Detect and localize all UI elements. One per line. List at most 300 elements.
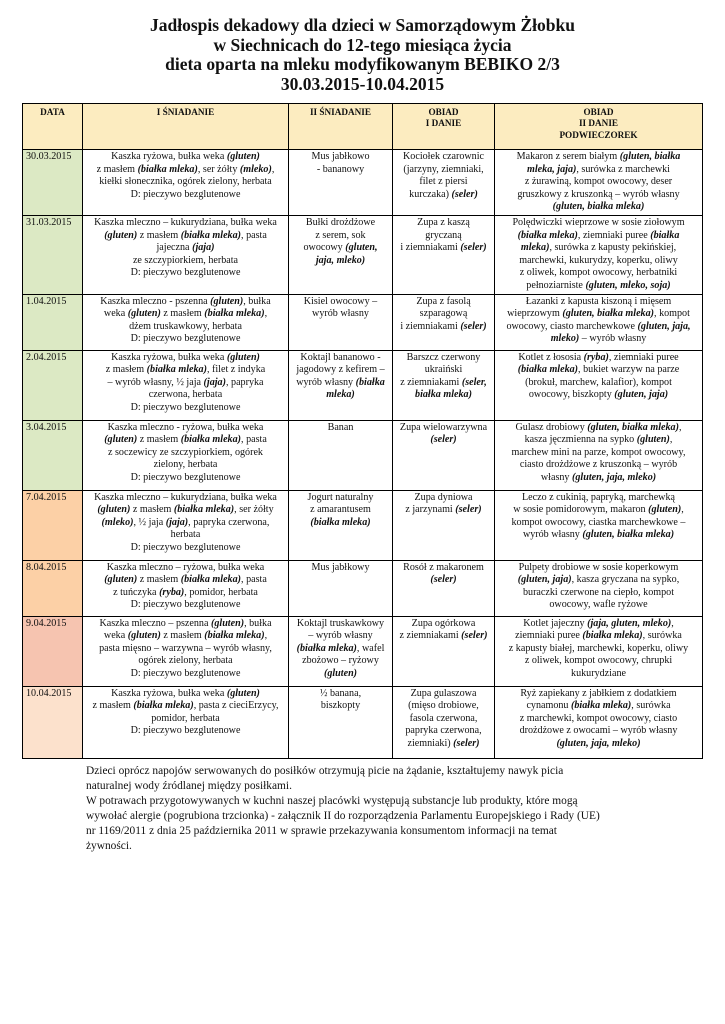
menu-line	[85, 618, 286, 631]
lunch-2-cell	[495, 350, 703, 420]
menu-text: z masłem	[137, 229, 181, 241]
allergen-tag: (gluten)	[226, 687, 260, 699]
table-row	[23, 350, 703, 420]
menu-text: marchewki, kukurydzy, koperku, oliwy	[519, 254, 678, 266]
menu-line	[497, 529, 700, 542]
allergen-tag: (gluten)	[210, 617, 245, 629]
allergen-tag: (gluten, jaja,	[637, 320, 691, 332]
lunch-2-cell	[495, 215, 703, 294]
menu-line	[497, 472, 700, 485]
allergen-tag: (mleko)	[239, 163, 272, 175]
allergen-tag: (białka mleka)	[180, 229, 242, 241]
lunch-2-cell	[495, 420, 703, 490]
allergen-tag: (seler)	[460, 320, 487, 332]
menu-text: Rosół z makaronem	[403, 561, 484, 573]
menu-line	[291, 352, 390, 365]
menu-line	[395, 389, 492, 402]
breakfast-1-cell	[83, 150, 289, 216]
menu-line	[497, 459, 700, 472]
allergen-tag: (białka mleka)	[180, 434, 242, 446]
menu-text: z ziemniakami	[399, 630, 462, 642]
menu-text: i ziemniakami	[400, 320, 461, 332]
menu-line	[85, 267, 286, 280]
menu-text: Kaszka ryżowa, bułka weka	[111, 351, 227, 363]
menu-text: w sosie pomidorowym, makaron	[513, 504, 649, 516]
menu-text: Kociołek czarownic	[403, 151, 484, 162]
allergen-tag: jaja, mleko)	[315, 254, 366, 266]
menu-text: Kaszka mleczno – ryżowa, bułka weka	[106, 561, 265, 573]
menu-line	[395, 230, 492, 243]
menu-text: jajeczna	[156, 242, 193, 254]
menu-line	[497, 389, 700, 402]
menu-line	[291, 230, 390, 243]
menu-text: pasta mięsno – warzywna – wyrób własny,	[99, 642, 272, 654]
menu-line	[291, 296, 390, 309]
allergen-tag: (gluten,	[345, 242, 378, 254]
menu-text: Koktajl truskawkowy	[296, 617, 385, 629]
menu-line	[291, 618, 390, 631]
menu-text: z żurawiną, kompot owocowy, deser	[524, 176, 673, 188]
menu-text: , ser żółty	[197, 163, 240, 175]
allergen-tag: (gluten)	[104, 434, 138, 446]
menu-text: z ziemniakami	[400, 376, 462, 388]
menu-text: Kaszka mleczno – pszenna	[99, 617, 211, 629]
menu-text: Zupa z kaszą	[417, 216, 470, 228]
allergen-tag: (gluten)	[226, 351, 260, 363]
header-date: DATA	[23, 104, 83, 150]
page-title	[20, 16, 705, 94]
menu-text: owocowy, biszkopty	[528, 389, 615, 401]
menu-line	[497, 422, 700, 435]
menu-line	[291, 668, 390, 681]
menu-line	[497, 296, 700, 309]
menu-text: ,	[671, 617, 674, 629]
menu-line	[497, 434, 700, 447]
menu-text: D: pieczywo bezglutenowe	[130, 471, 241, 483]
title-line: Jadłospis dekadowy dla dzieci w Samorządowym Żłobku	[150, 15, 575, 35]
allergen-tag: (gluten, białka	[619, 151, 681, 162]
table-row	[23, 150, 703, 216]
lunch-2-cell	[495, 560, 703, 616]
menu-line	[291, 504, 390, 517]
menu-line	[395, 574, 492, 587]
allergen-tag: (białka mleka)	[204, 630, 265, 642]
menu-text: (brokuł, marchew, kalafior), kompot	[525, 376, 672, 388]
menu-text: pomidor, herbata	[151, 712, 220, 724]
allergen-tag: (białka mleka)	[310, 516, 371, 528]
allergen-tag: mleka)	[520, 242, 550, 254]
menu-line	[85, 176, 286, 189]
menu-line	[497, 352, 700, 365]
menu-text: , pasta	[241, 434, 267, 446]
menu-line	[497, 242, 700, 255]
menu-text: (jarzyny, ziemniaki,	[403, 163, 484, 175]
menu-line	[497, 189, 700, 202]
menu-line	[497, 308, 700, 321]
date-cell: 10.04.2015	[23, 686, 83, 758]
menu-line	[497, 700, 700, 713]
menu-line	[497, 655, 700, 668]
menu-line	[85, 333, 286, 346]
menu-text: ,	[264, 630, 268, 642]
menu-text: kukurydziane	[571, 667, 626, 679]
allergen-tag: (gluten, jaja, mleko)	[556, 737, 641, 749]
menu-text: z marchewki, kompot owocowy, ciasto	[519, 712, 678, 724]
allergen-tag: (białka mleka)	[180, 574, 242, 586]
menu-text: D: pieczywo bezglutenowe	[130, 725, 241, 737]
menu-text: , papryka czerwona,	[188, 516, 270, 528]
allergen-tag: (jaja, gluten, mleko)	[587, 617, 672, 629]
menu-text: buraczki czerwone na ciepło, kompot	[522, 586, 675, 598]
allergen-tag: (białka mleka)	[582, 630, 643, 642]
menu-line	[85, 352, 286, 365]
menu-text: ½ banana,	[319, 687, 362, 699]
allergen-tag: (gluten)	[127, 630, 161, 642]
menu-line	[85, 308, 286, 321]
lunch-1-cell	[393, 420, 495, 490]
allergen-tag: (gluten, mleko, soja)	[585, 279, 671, 291]
menu-text: , papryka	[225, 376, 264, 388]
lunch-1-cell	[393, 616, 495, 686]
menu-line	[85, 725, 286, 738]
menu-line	[395, 492, 492, 505]
menu-text: Zupa wielowarzywna	[399, 421, 488, 433]
menu-line	[85, 230, 286, 243]
menu-line	[85, 587, 286, 600]
menu-text: , surówka z marchewki	[576, 163, 670, 175]
menu-line	[85, 377, 286, 390]
menu-line	[85, 422, 286, 435]
menu-line	[497, 688, 700, 701]
menu-text: z kapusty białej, marchewki, koperku, oliwy	[508, 642, 689, 654]
breakfast-2-cell	[289, 294, 393, 350]
menu-line	[395, 189, 492, 202]
menu-line	[291, 164, 390, 177]
date-cell: 30.03.2015	[23, 150, 83, 216]
title-line: dieta oparta na mleku modyfikowanym BEBIKO 2/3	[165, 54, 560, 74]
menu-text: Kaszka mleczno – kukurydziana, bułka weka	[94, 216, 277, 228]
menu-line	[497, 151, 700, 164]
menu-text: kurczaka)	[409, 188, 452, 200]
menu-text: papryka czerwona,	[405, 725, 482, 737]
menu-line	[497, 618, 700, 631]
menu-text: , bułka	[243, 295, 271, 307]
menu-text: , wafel	[356, 642, 385, 654]
lunch-1-cell	[393, 294, 495, 350]
footer-line: naturalnej wody źródlanej między posiłkami.	[86, 780, 292, 792]
menu-text: , ½ jaja	[133, 516, 166, 528]
menu-line	[497, 230, 700, 243]
menu-text: z masłem	[137, 434, 181, 446]
breakfast-2-cell	[289, 215, 393, 294]
menu-line	[395, 422, 492, 435]
allergen-tag: (seler,	[461, 376, 487, 388]
menu-line	[497, 164, 700, 177]
menu-line	[291, 700, 390, 713]
breakfast-2-cell	[289, 350, 393, 420]
menu-text: ,	[264, 308, 268, 320]
menu-text: jagodowy z kefirem –	[296, 364, 385, 376]
menu-text: Zupa gulaszowa	[410, 687, 477, 699]
menu-line	[497, 267, 700, 280]
menu-line	[85, 504, 286, 517]
lunch-1-cell	[393, 490, 495, 560]
menu-line	[85, 700, 286, 713]
menu-text: z masłem	[137, 574, 181, 586]
menu-line	[291, 643, 390, 656]
menu-line	[85, 434, 286, 447]
allergen-tag: (gluten)	[104, 229, 138, 241]
menu-text: ukraiński	[424, 364, 463, 376]
menu-line	[395, 738, 492, 751]
allergen-tag: (białka	[355, 376, 385, 388]
menu-line	[497, 176, 700, 189]
menu-text: Leczo z cukinią, papryką, marchewką	[521, 491, 675, 503]
menu-line	[85, 255, 286, 268]
allergen-tag: (ryba)	[159, 586, 185, 598]
menu-text: szparagową	[419, 308, 468, 320]
menu-text: , kompot	[654, 308, 690, 320]
menu-text: ,	[681, 504, 684, 516]
menu-text: D: pieczywo bezglutenowe	[130, 599, 241, 611]
menu-text: z masłem	[105, 364, 147, 376]
menu-text: ,	[678, 421, 682, 433]
menu-line	[497, 668, 700, 681]
footer-line: W potrawach przygotowywanych w kuchni naszej placówki występują substancje lub produkty, które mogą	[86, 795, 578, 807]
menu-line	[85, 447, 286, 460]
allergen-tag: (seler)	[460, 242, 487, 254]
menu-text: Kaszka ryżowa, bułka weka	[111, 151, 227, 162]
menu-line	[395, 630, 492, 643]
menu-text: marchew mini na parze, kompot owocowy,	[511, 446, 686, 458]
table-row	[23, 560, 703, 616]
menu-text: Polędwiczki wieprzowe w sosie ziołowym	[512, 216, 685, 228]
menu-line	[291, 688, 390, 701]
menu-text: Ryż zapiekany z jabłkiem z dodatkiem	[520, 687, 677, 699]
menu-text: z oliwek, kompot owocowy, herbatniki	[519, 267, 678, 279]
breakfast-1-cell	[83, 490, 289, 560]
menu-text: zielony, herbata	[153, 459, 218, 471]
date-cell: 2.04.2015	[23, 350, 83, 420]
menu-text: ze szczypiorkiem, herbata	[132, 254, 239, 266]
breakfast-1-cell	[83, 215, 289, 294]
menu-line	[85, 389, 286, 402]
menu-line	[497, 201, 700, 214]
menu-line	[497, 562, 700, 575]
allergen-tag: (ryba)	[583, 351, 609, 363]
menu-text: owocowy	[303, 242, 346, 254]
date-cell: 31.03.2015	[23, 215, 83, 294]
allergen-tag: (białka mleka)	[204, 308, 265, 320]
menu-text: Makaron z serem białym	[516, 151, 620, 162]
menu-line	[85, 517, 286, 530]
menu-text: Banan	[327, 421, 354, 433]
menu-line	[497, 333, 700, 346]
menu-text: kompot owocowy, ciastka marchewkowe –	[511, 516, 686, 528]
menu-line	[395, 217, 492, 230]
breakfast-2-cell	[289, 150, 393, 216]
menu-text: filet z piersi	[419, 176, 468, 188]
menu-text: , surówka	[631, 700, 671, 712]
menu-text: z masłem	[96, 163, 138, 175]
allergen-tag: (seler)	[451, 188, 478, 200]
menu-line	[85, 574, 286, 587]
menu-line	[85, 472, 286, 485]
menu-text: biszkopty	[320, 700, 361, 712]
breakfast-2-cell	[289, 420, 393, 490]
breakfast-1-cell	[83, 686, 289, 758]
menu-text: pełnoziarniste	[526, 279, 586, 291]
menu-line	[497, 599, 700, 612]
menu-text: Kaszka mleczno - ryżowa, bułka weka	[107, 421, 264, 433]
menu-line	[395, 308, 492, 321]
menu-line	[85, 321, 286, 334]
lunch-2-cell	[495, 686, 703, 758]
menu-line	[395, 725, 492, 738]
allergen-tag: (gluten, jaja)	[614, 389, 669, 401]
menu-text: , surówka z kapusty pekińskiej,	[549, 242, 677, 254]
menu-line	[291, 517, 390, 530]
menu-line	[395, 352, 492, 365]
menu-text: herbata	[170, 529, 201, 541]
footer-line: żywności.	[86, 840, 132, 852]
allergen-tag: (białka	[650, 229, 680, 241]
menu-text: , bułka	[244, 617, 272, 629]
header-breakfast-2: II ŚNIADANIE	[289, 104, 393, 150]
menu-line	[291, 492, 390, 505]
menu-text: ogórek zielony, herbata	[138, 655, 233, 667]
footer-line: nr 1169/2011 z dnia 25 października 2011 w sprawie przekazywania konsumentom informacji na temat	[86, 825, 557, 837]
header-lunch-2: OBIAD II DANIE PODWIECZOREK	[495, 104, 703, 150]
menu-line	[395, 176, 492, 189]
menu-text: , bukiet warzyw na parze	[578, 364, 680, 376]
menu-line	[291, 562, 390, 575]
menu-text: z masłem	[160, 308, 205, 320]
menu-text: – wyrób własny, ½ jaja	[107, 376, 204, 388]
menu-line	[291, 308, 390, 321]
menu-line	[291, 255, 390, 268]
allergen-tag: (gluten, białka mleka)	[562, 308, 655, 320]
menu-text: ziemniaki)	[407, 737, 454, 749]
menu-text: z masłem	[160, 630, 205, 642]
menu-text: ,	[271, 163, 275, 175]
allergen-tag: białka mleka)	[415, 389, 472, 401]
menu-text: – wyrób własny	[579, 333, 647, 345]
date-cell: 1.04.2015	[23, 294, 83, 350]
allergen-tag: (seler)	[430, 434, 457, 446]
menu-text: , ziemniaki puree	[608, 351, 679, 363]
allergen-tag: (seler)	[461, 630, 488, 642]
menu-text: , ziemniaki puree	[577, 229, 651, 241]
menu-text: Kaszka ryżowa, bułka weka	[111, 687, 227, 699]
lunch-2-cell	[495, 490, 703, 560]
menu-text: owocowy, ciasto marchewkowe	[506, 320, 638, 332]
menu-text: z tuńczyka	[113, 586, 160, 598]
allergen-tag: (seler)	[430, 574, 457, 586]
menu-line	[497, 280, 700, 293]
menu-text: , filet z indyka	[206, 364, 266, 376]
allergen-tag: (jaja)	[192, 242, 215, 254]
lunch-2-cell	[495, 294, 703, 350]
menu-text: , surówka	[642, 630, 682, 642]
menu-line	[291, 389, 390, 402]
menu-text: kasza jęczmienna na sypko	[524, 434, 637, 446]
menu-text: własny	[540, 471, 572, 483]
allergen-tag: (białka mleka)	[137, 163, 198, 175]
breakfast-2-cell	[289, 686, 393, 758]
menu-line	[85, 599, 286, 612]
menu-line	[85, 459, 286, 472]
lunch-1-cell	[393, 686, 495, 758]
menu-text: D: pieczywo bezglutenowe	[130, 188, 241, 200]
menu-line	[291, 422, 390, 435]
footer-line: Dzieci oprócz napojów serwowanych do posiłków otrzymują picie na żądanie, kształtujemy nawyk picia	[86, 765, 564, 777]
menu-line	[85, 529, 286, 542]
allergen-tag: (jaja)	[165, 516, 189, 528]
menu-line	[395, 242, 492, 255]
menu-text: , pasta	[241, 574, 267, 586]
allergen-tag: (białka mleka)	[571, 700, 632, 712]
menu-text: owocowy, wafle ryżowe	[549, 599, 648, 611]
menu-text: Kisiel owocowy –	[303, 295, 378, 307]
allergen-tag: (seler)	[453, 737, 480, 749]
menu-line	[85, 668, 286, 681]
menu-line	[395, 377, 492, 390]
menu-line	[85, 151, 286, 164]
menu-text: , pomidor, herbata	[184, 586, 258, 598]
menu-text: wieprzowym	[507, 308, 563, 320]
allergen-tag: (gluten, białka mleka)	[587, 421, 679, 433]
menu-line	[85, 402, 286, 415]
menu-line	[497, 517, 700, 530]
menu-line	[85, 242, 286, 255]
header-breakfast-1: I ŚNIADANIE	[83, 104, 289, 150]
table-row	[23, 215, 703, 294]
menu-line	[497, 630, 700, 643]
lunch-2-cell	[495, 150, 703, 216]
breakfast-2-cell	[289, 560, 393, 616]
menu-text: wyrób własny	[522, 529, 583, 541]
breakfast-1-cell	[83, 560, 289, 616]
breakfast-1-cell	[83, 350, 289, 420]
menu-text: D: pieczywo bezglutenowe	[130, 667, 241, 679]
allergen-tag: (białka mleka)	[517, 229, 578, 241]
menu-line	[85, 296, 286, 309]
breakfast-2-cell	[289, 616, 393, 686]
menu-line	[85, 688, 286, 701]
allergen-tag: (jaja)	[203, 376, 226, 388]
menu-line	[85, 217, 286, 230]
menu-line	[85, 189, 286, 202]
title-line: w Siechnicach do 12-tego miesiąca życia	[213, 34, 512, 55]
header-lunch-1: OBIAD I DANIE	[393, 104, 495, 150]
allergen-tag: (seler)	[455, 504, 482, 516]
menu-text: weka	[103, 630, 128, 642]
menu-text: - bananowy	[316, 163, 365, 175]
breakfast-2-cell	[289, 490, 393, 560]
menu-line	[497, 725, 700, 738]
menu-line	[395, 504, 492, 517]
menu-line	[85, 630, 286, 643]
menu-line	[291, 151, 390, 164]
menu-line	[497, 492, 700, 505]
menu-text: Kaszka mleczno - pszenna	[100, 295, 211, 307]
menu-line	[291, 242, 390, 255]
date-cell: 8.04.2015	[23, 560, 83, 616]
menu-text: weka	[103, 308, 128, 320]
menu-text: ,	[669, 434, 673, 446]
menu-text: czerwona, herbata	[148, 389, 223, 401]
